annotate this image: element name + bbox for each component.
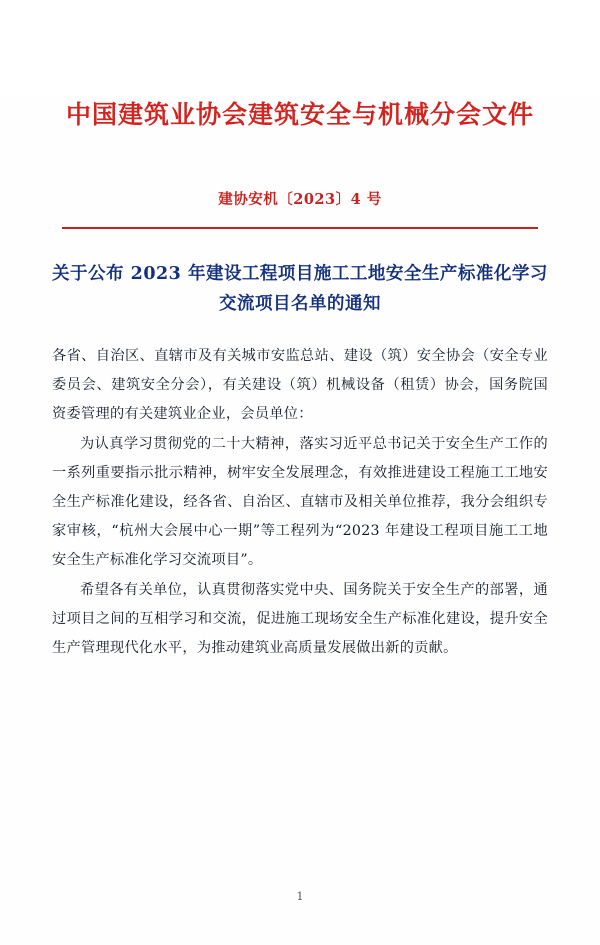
body-paragraph-2: 希望各有关单位，认真贯彻落实党中央、国务院关于安全生产的部署，通过项目之间的互相学习和交流，促进施工现场安全生产标准化建设，提升安全生产管理现代化水平，为推动建筑业高质量发展做出新的贡献。	[52, 582, 548, 657]
letterhead-title: 中国建筑业协会建筑安全与机械分会文件	[65, 100, 534, 129]
header-divider	[62, 227, 538, 229]
document-body	[52, 342, 548, 663]
page-number: 1	[296, 890, 304, 903]
body-paragraph-1: 为认真学习贯彻党的二十大精神，落实习近平总书记关于安全生产工作的一系列重要指示批示精神，树牢安全发展理念，有效推进建设工程施工工地安全生产标准化建设，经各省、自治区、直辖市及相关单位推荐，我分会组织专家审核，“杭州大会展中心一期”等工程列为“2023 年建设工程项目施工工地安全生产标准化学习交流项目”。	[52, 436, 548, 568]
page-title: 关于公布 2023 年建设工程项目施工工地安全生产标准化学习交流项目名单的通知	[52, 263, 548, 315]
addressee-paragraph: 各省、自治区、直辖市及有关城市安监总站、建设（筑）安全协会（安全专业委员会、建筑安全分会），有关建设（筑）机械设备（租赁）协会，国务院国资委管理的有关建筑业企业，会员单位：	[52, 347, 548, 422]
document-page	[0, 95, 600, 945]
document-number: 建协安机〔2023〕4 号	[218, 191, 382, 208]
